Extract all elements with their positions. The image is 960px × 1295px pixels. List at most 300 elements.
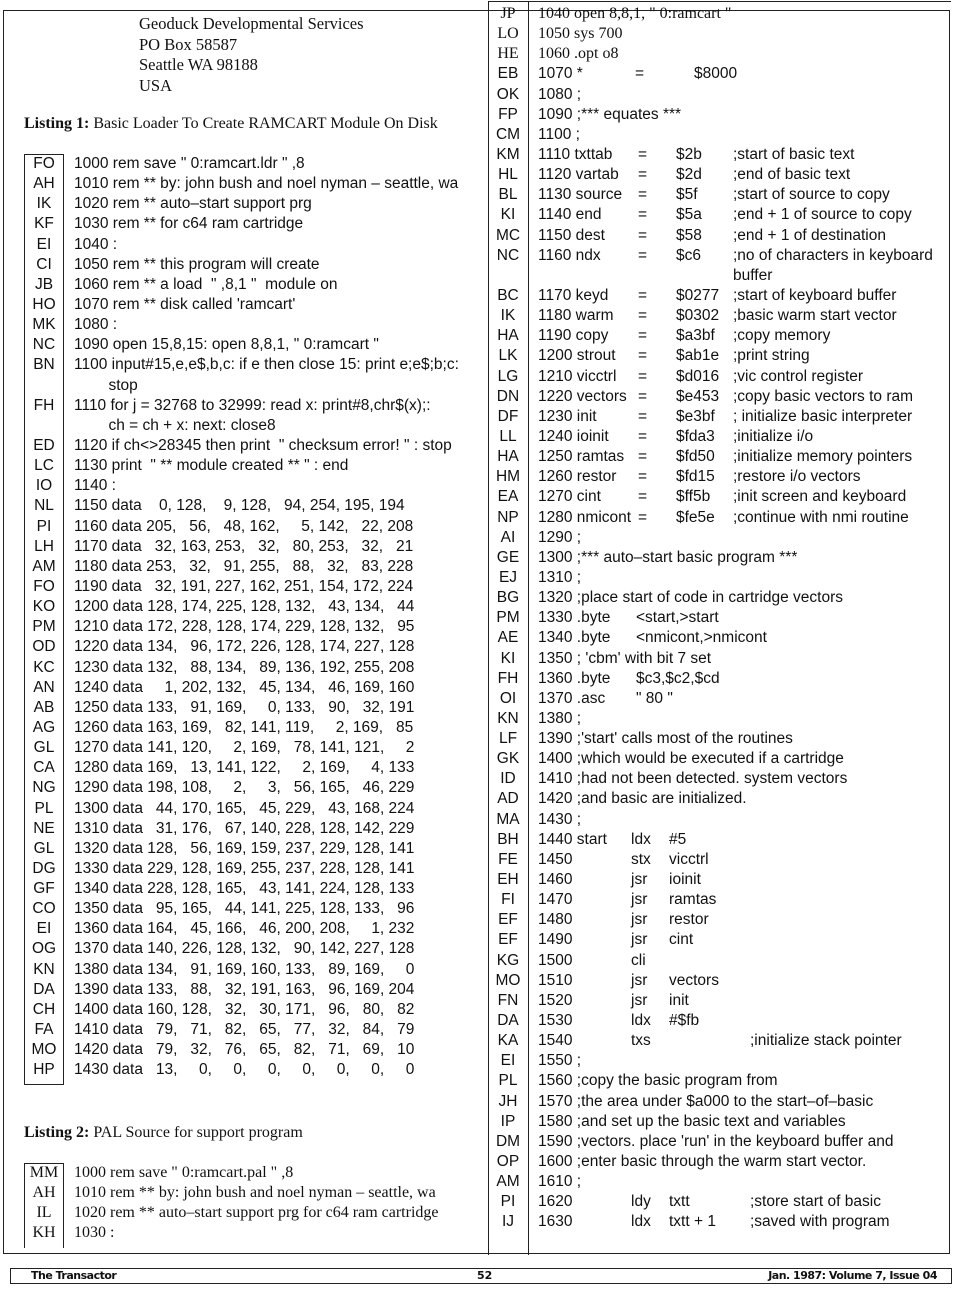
line-text: 1180 data 253, 32, 91, 255, 88, 32, 83, 228: [74, 557, 414, 575]
line-field: =: [638, 166, 648, 184]
line-text: 1210 vicctrl: [538, 367, 617, 385]
code-line: [488, 1132, 951, 1152]
line-text: 1360 data 164, 45, 166, 46, 200, 208, 1, 232: [74, 920, 415, 938]
line-field: " 80 ": [636, 689, 673, 707]
line-checksum: CM: [495, 125, 521, 143]
line-text: 1040 :: [74, 235, 118, 253]
line-field: ;end + 1 of destination: [733, 226, 886, 244]
line-text: 1310 ;: [538, 568, 582, 586]
line-checksum: EA: [497, 488, 519, 506]
line-text: 1430 ;: [538, 810, 582, 828]
line-text: 1450: [538, 850, 573, 868]
code-line: [488, 165, 951, 185]
line-text: 1570 ;the area under $a000 to the start–of–basic: [538, 1092, 874, 1110]
code-line: [488, 85, 951, 105]
address-line: Geoduck Developmental Services: [139, 14, 364, 33]
line-field: $5f: [676, 186, 698, 204]
line-field: cint: [669, 931, 694, 949]
line-text: 1540: [538, 1032, 573, 1050]
line-field: ;copy memory: [733, 327, 831, 345]
code-line: [488, 24, 951, 44]
line-text: 1390 data 133, 88, 32, 191, 163, 96, 169, 204: [74, 980, 415, 998]
line-checksum: AH: [32, 1184, 56, 1202]
code-line: [488, 367, 951, 387]
code-line: [488, 185, 951, 205]
line-checksum: PL: [498, 1072, 518, 1090]
line-text: 1080 ;: [538, 85, 582, 103]
line-checksum: EI: [36, 235, 52, 253]
line-checksum: CI: [36, 255, 52, 273]
line-checksum: FN: [497, 991, 519, 1009]
code-line: [488, 548, 951, 568]
listing-2-label: Listing 2:: [24, 1124, 90, 1141]
code-line: [488, 1212, 951, 1232]
line-text: 1600 ;enter basic through the warm start vector.: [538, 1153, 867, 1171]
line-field: $d016: [676, 367, 720, 385]
line-checksum: FI: [501, 891, 515, 909]
line-text: 1400 ;which would be executed if a cartridge: [538, 750, 844, 768]
line-field: <start,>start: [636, 609, 719, 627]
line-field: jsr: [631, 891, 648, 909]
code-line: [488, 4, 951, 24]
code-line: [488, 608, 951, 628]
code-line: [488, 729, 951, 749]
line-checksum: LK: [498, 347, 518, 365]
line-text: 1310 data 31, 176, 67, 140, 228, 128, 142, 229: [74, 819, 415, 837]
line-checksum: OD: [32, 638, 56, 656]
code-line: [488, 669, 951, 689]
line-checksum: AM: [32, 557, 56, 575]
line-field: =: [638, 307, 648, 325]
line-text: 1630: [538, 1213, 573, 1231]
line-text: 1350 ; 'cbm' with bit 7 set: [538, 649, 712, 667]
line-checksum: IJ: [501, 1213, 515, 1231]
line-field: =: [638, 186, 648, 204]
line-field: txtt: [669, 1193, 690, 1211]
line-field: stx: [631, 850, 651, 868]
line-text: 1070 *: [538, 65, 583, 83]
code-line: [488, 447, 951, 467]
line-field: $8000: [694, 65, 738, 83]
line-text: 1440 start: [538, 830, 607, 848]
line-field: ;vic control register: [733, 367, 864, 385]
line-field: ldy: [631, 1193, 651, 1211]
line-checksum: KA: [497, 1032, 519, 1050]
line-checksum: NL: [34, 497, 54, 515]
line-text: 1330 data 229, 128, 169, 255, 237, 228, 128, 141: [74, 859, 415, 877]
line-checksum: IP: [500, 1112, 516, 1130]
line-checksum: KN: [33, 960, 55, 978]
line-text: 1300 ;*** auto–start basic program ***: [538, 548, 798, 566]
line-checksum: KO: [32, 598, 56, 616]
line-checksum: KI: [500, 206, 516, 224]
line-checksum: AN: [33, 678, 55, 696]
line-checksum: BL: [498, 186, 518, 204]
line-text: 1260 restor: [538, 468, 617, 486]
code-line: [488, 427, 951, 447]
code-line: [488, 749, 951, 769]
line-field: txtt + 1: [669, 1213, 716, 1231]
line-field: ;start of keyboard buffer: [733, 286, 897, 304]
line-checksum: AB: [33, 698, 55, 716]
code-line: [488, 568, 951, 588]
code-line: [488, 1152, 951, 1172]
listing-2-caption: PAL Source for support program: [89, 1124, 303, 1141]
line-checksum: KF: [34, 215, 54, 233]
line-checksum: NC: [32, 336, 56, 354]
line-checksum: AD: [497, 790, 519, 808]
line-text: 1120 vartab: [538, 166, 619, 184]
line-text: 1100 input#15,e,e$,b,c: if e then close 15: print e;e$;b;c:: [74, 356, 459, 374]
line-text: 1270 data 141, 120, 2, 169, 78, 141, 121, 2: [74, 739, 415, 757]
line-field: ; initialize basic interpreter: [733, 407, 913, 425]
line-text: stop: [74, 376, 138, 394]
line-checksum: HP: [33, 1061, 55, 1079]
line-text: 1110 for j = 32768 to 32999: read x: print#8,chr$(x);:: [74, 396, 431, 414]
line-field: $0302: [676, 307, 720, 325]
line-field: vicctrl: [669, 850, 709, 868]
code-line: [488, 487, 951, 507]
line-checksum: FH: [497, 669, 519, 687]
line-checksum: KG: [496, 951, 520, 969]
line-checksum: EF: [498, 931, 518, 949]
line-text: 1370 data 140, 226, 128, 132, 90, 142, 227, 128: [74, 940, 415, 958]
code-line: [488, 286, 951, 306]
line-field: $5a: [676, 206, 702, 224]
line-field: buffer: [733, 266, 773, 284]
line-text: 1290 data 198, 108, 2, 3, 56, 165, 46, 229: [74, 779, 415, 797]
line-checksum: LL: [499, 427, 517, 445]
line-checksum: PI: [36, 517, 52, 535]
line-field: =: [638, 347, 648, 365]
line-text: 1010 rem ** by: john bush and noel nyman – seattle, wa: [74, 175, 459, 193]
line-text: 1340 .byte: [538, 629, 611, 647]
line-checksum: LG: [497, 367, 519, 385]
line-text: 1160 data 205, 56, 48, 162, 5, 142, 22, 208: [74, 517, 414, 535]
line-text: 1000 rem save " 0:ramcart.pal " ,8: [74, 1164, 294, 1181]
line-text: ch = ch + x: next: close8: [74, 416, 276, 434]
line-checksum: DA: [33, 980, 55, 998]
line-text: 1150 data 0, 128, 9, 128, 94, 254, 195, 194: [74, 497, 405, 515]
code-line: [488, 145, 951, 165]
listing-2-title: [24, 1124, 303, 1142]
code-line: [488, 1192, 951, 1212]
line-checksum: PM: [496, 609, 520, 627]
line-text: 1250 ramtas: [538, 448, 625, 466]
line-text: 1240 data 1, 202, 132, 45, 134, 46, 169, 160: [74, 678, 415, 696]
line-checksum: LO: [497, 25, 519, 43]
listing-1-label: Listing 1:: [24, 115, 90, 132]
line-text: 1100 ;: [538, 125, 580, 143]
line-field: jsr: [631, 911, 648, 929]
publication-name: The Transactor: [31, 1269, 117, 1282]
line-field: $c3,$c2,$cd: [636, 669, 720, 687]
line-field: =: [638, 427, 648, 445]
line-checksum: EJ: [498, 568, 518, 586]
line-text: 1410 data 79, 71, 82, 65, 77, 32, 84, 79: [74, 1021, 415, 1039]
code-line: [488, 991, 951, 1011]
code-line: [488, 346, 951, 366]
line-text: 1010 rem ** by: john bush and noel nyman – seattle, wa: [74, 1184, 436, 1202]
line-checksum: MA: [496, 810, 520, 828]
code-line: [488, 205, 951, 225]
line-text: 1420 data 79, 32, 76, 65, 82, 71, 69, 10: [74, 1041, 415, 1059]
code-line: [488, 1031, 951, 1051]
line-field: =: [638, 367, 648, 385]
line-field: =: [638, 387, 648, 405]
line-field: $ab1e: [676, 347, 720, 365]
line-checksum: KM: [496, 145, 520, 163]
line-text: 1460: [538, 871, 573, 889]
line-field: =: [638, 246, 648, 264]
line-checksum: LF: [498, 730, 518, 748]
code-line: [488, 870, 951, 890]
line-checksum: DF: [497, 407, 519, 425]
line-checksum: PI: [500, 1193, 516, 1211]
line-text: 1360 .byte: [538, 669, 611, 687]
code-line: [488, 850, 951, 870]
line-checksum: HA: [497, 327, 519, 345]
line-field: #$fb: [669, 1012, 700, 1030]
line-field: cli: [631, 951, 646, 969]
line-checksum: NC: [496, 246, 520, 264]
line-text: 1130 source: [538, 186, 623, 204]
line-text: 1330 .byte: [538, 609, 611, 627]
line-checksum: EB: [497, 65, 519, 83]
line-text: 1510: [538, 971, 573, 989]
line-field: =: [638, 327, 648, 345]
line-text: 1550 ;: [538, 1052, 582, 1070]
line-field: $2d: [676, 166, 702, 184]
code-line: [488, 951, 951, 971]
line-field: ;start of basic text: [733, 145, 855, 163]
line-checksum: FA: [34, 1021, 54, 1039]
line-field: =: [638, 407, 648, 425]
line-field: jsr: [631, 871, 648, 889]
code-line: [488, 326, 951, 346]
line-checksum: CH: [32, 1000, 56, 1018]
left-column: [4, 11, 490, 1253]
line-text: 1200 data 128, 174, 225, 128, 132, 43, 134, 44: [74, 598, 415, 616]
line-text: 1060 .opt o8: [538, 45, 619, 63]
line-checksum: FE: [498, 850, 518, 868]
line-checksum: GL: [33, 839, 55, 857]
line-text: 1320 data 128, 56, 169, 159, 237, 229, 128, 141: [74, 839, 415, 857]
line-checksum: OK: [496, 85, 520, 103]
line-checksum: AI: [500, 528, 516, 546]
line-checksum: GL: [33, 739, 55, 757]
line-field: =: [638, 226, 648, 244]
line-text: 1370 .asc: [538, 689, 606, 707]
code-line: [488, 930, 951, 950]
line-field: ;end + 1 of source to copy: [733, 206, 912, 224]
line-text: 1260 data 163, 169, 82, 141, 119, 2, 169, 85: [74, 718, 414, 736]
line-text: 1220 data 134, 96, 172, 226, 128, 174, 227, 128: [74, 638, 415, 656]
line-text: 1620: [538, 1193, 573, 1211]
code-line: [488, 628, 951, 648]
line-text: 1050 sys 700: [538, 25, 623, 43]
line-checksum: HL: [498, 166, 518, 184]
line-field: $e453: [676, 387, 720, 405]
code-line: [488, 226, 951, 246]
line-text: 1240 ioinit: [538, 427, 609, 445]
line-checksum: KI: [500, 649, 516, 667]
code-line: [488, 588, 951, 608]
line-text: 1050 rem ** this program will create: [74, 255, 320, 273]
line-text: 1500: [538, 951, 573, 969]
line-field: =: [638, 508, 648, 526]
line-checksum: IL: [36, 1204, 52, 1222]
line-checksum: IK: [500, 307, 516, 325]
checksum-column-top-border: [488, 1, 951, 2]
line-text: 1610 ;: [538, 1173, 582, 1191]
line-text: 1480: [538, 911, 573, 929]
line-field: #5: [669, 830, 687, 848]
line-text: 1380 data 134, 91, 169, 160, 133, 89, 169, 0: [74, 960, 415, 978]
line-field: ioinit: [669, 871, 701, 889]
line-text: 1420 ;and basic are initialized.: [538, 790, 747, 808]
address-line: Seattle WA 98188: [139, 55, 258, 74]
code-line: [488, 508, 951, 528]
line-checksum: ED: [33, 436, 55, 454]
line-text: 1270 cint: [538, 488, 601, 506]
line-field: $e3bf: [676, 407, 715, 425]
line-text: 1530: [538, 1012, 573, 1030]
line-field: $a3bf: [676, 327, 715, 345]
code-line: [488, 1011, 951, 1031]
line-text: 1230 init: [538, 407, 597, 425]
listing-1-title: [24, 115, 438, 133]
line-text: 1060 rem ** a load " ,8,1 " module on: [74, 275, 338, 293]
address-line: USA: [139, 75, 173, 95]
line-text: 1300 data 44, 170, 165, 45, 229, 43, 168, 224: [74, 799, 415, 817]
code-line: [488, 306, 951, 326]
code-line: [488, 407, 951, 427]
line-text: 1580 ;and set up the basic text and variables: [538, 1112, 846, 1130]
page-number: 52: [477, 1269, 493, 1282]
line-field: =: [638, 286, 648, 304]
line-checksum: GF: [33, 880, 55, 898]
line-text: 1190 copy: [538, 327, 609, 345]
line-field: ;store start of basic: [750, 1193, 881, 1211]
line-field: ramtas: [669, 891, 717, 909]
line-checksum: NP: [497, 508, 519, 526]
line-checksum: NG: [32, 779, 56, 797]
line-checksum: BN: [33, 356, 55, 374]
line-field: ;restore i/o vectors: [733, 468, 861, 486]
line-checksum: JH: [498, 1092, 518, 1110]
line-checksum: DN: [496, 387, 520, 405]
right-column: [488, 1, 951, 1255]
code-line: [488, 125, 951, 145]
code-line: [488, 769, 951, 789]
line-field: <nmicont,>nmicont: [636, 629, 767, 647]
code-line: [488, 1051, 951, 1071]
line-text: 1020 rem ** auto–start support prg for c64 ram cartridge: [74, 1204, 439, 1222]
line-checksum: GE: [496, 548, 520, 566]
line-checksum: HA: [497, 448, 519, 466]
line-text: 1390 ;'start' calls most of the routines: [538, 730, 793, 748]
line-checksum: MC: [495, 226, 521, 244]
line-checksum: EF: [498, 911, 518, 929]
line-checksum: FP: [498, 105, 518, 123]
line-text: 1090 ;*** equates ***: [538, 105, 682, 123]
line-field: =: [638, 206, 648, 224]
code-line: [488, 890, 951, 910]
line-field: $ff5b: [676, 488, 711, 506]
line-checksum: KH: [32, 1224, 56, 1242]
line-checksum: HO: [32, 295, 56, 313]
line-field: txs: [631, 1032, 651, 1050]
line-field: =: [638, 468, 648, 486]
line-text: 1290 ;: [538, 528, 582, 546]
line-text: 1320 ;place start of code in cartridge vectors: [538, 589, 843, 607]
line-text: 1080 :: [74, 316, 118, 334]
line-field: ;end of basic text: [733, 166, 851, 184]
line-checksum: BG: [496, 589, 520, 607]
line-text: 1140 :: [74, 477, 116, 495]
line-checksum: JB: [34, 275, 54, 293]
line-field: ;continue with nmi routine: [733, 508, 909, 526]
line-field: ;start of source to copy: [733, 186, 890, 204]
code-line: [488, 789, 951, 809]
line-field: jsr: [631, 931, 648, 949]
line-text: 1070 rem ** disk called 'ramcart': [74, 295, 296, 313]
line-checksum: PM: [32, 618, 56, 636]
code-line: [488, 810, 951, 830]
line-checksum: ID: [500, 770, 516, 788]
page-frame: [3, 5, 950, 1254]
line-text: 1210 data 172, 228, 128, 174, 229, 128, 132, 95: [74, 618, 415, 636]
line-checksum: LH: [34, 537, 54, 555]
line-checksum: BC: [497, 286, 519, 304]
line-text: 1090 open 15,8,15: open 8,8,1, " 0:ramcart ": [74, 336, 379, 354]
line-field: =: [635, 65, 645, 83]
code-line: [488, 1092, 951, 1112]
line-field: ;saved with program: [750, 1213, 890, 1231]
line-checksum: FO: [33, 577, 55, 595]
line-checksum: OP: [496, 1153, 520, 1171]
line-checksum: KN: [497, 709, 519, 727]
code-line: [488, 64, 951, 84]
line-checksum: DM: [495, 1132, 521, 1150]
line-text: 1030 rem ** for c64 ram cartridge: [74, 215, 304, 233]
line-text: 1150 dest: [538, 226, 605, 244]
line-checksum: HE: [497, 45, 519, 63]
line-checksum: AG: [32, 718, 56, 736]
line-checksum: KC: [33, 658, 55, 676]
line-checksum: GK: [496, 750, 520, 768]
line-checksum: AE: [497, 629, 519, 647]
line-field: ldx: [631, 830, 651, 848]
line-field: $fda3: [676, 427, 715, 445]
line-text: 1170 keyd: [538, 286, 609, 304]
line-text: 1120 if ch<>28345 then print " checksum error! " : stop: [74, 436, 452, 454]
line-field: ;initialize memory pointers: [733, 448, 913, 466]
line-text: 1410 ;had not been detected. system vectors: [538, 770, 848, 788]
line-text: 1250 data 133, 91, 169, 0, 133, 90, 32, 191: [74, 698, 415, 716]
line-field: ;print string: [733, 347, 810, 365]
line-field: =: [638, 448, 648, 466]
line-checksum: MM: [29, 1164, 59, 1181]
line-text: 1230 data 132, 88, 134, 89, 136, 192, 255, 208: [74, 658, 415, 676]
line-checksum: AH: [33, 175, 55, 193]
code-line: [488, 830, 951, 850]
line-checksum: EI: [500, 1052, 516, 1070]
line-field: =: [638, 488, 648, 506]
line-field: vectors: [669, 971, 719, 989]
listing-2-continued-code: [488, 4, 951, 1233]
